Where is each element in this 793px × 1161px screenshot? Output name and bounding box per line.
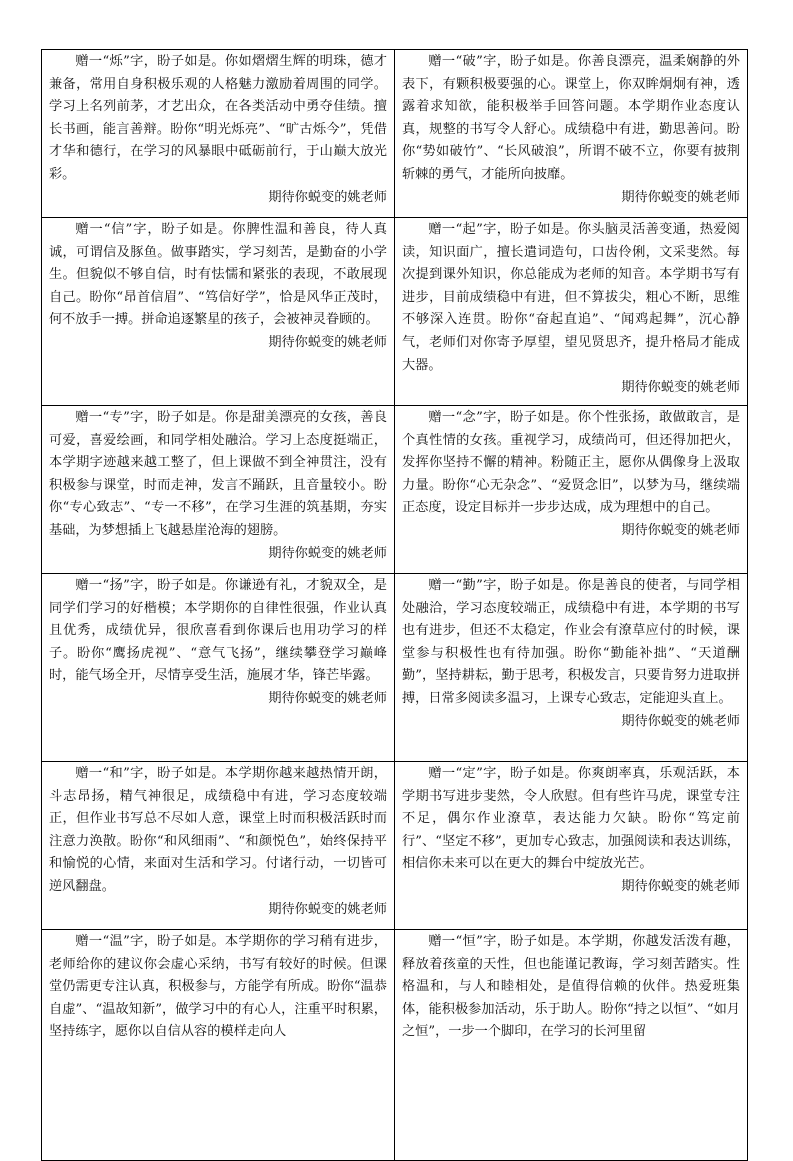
comment-cell [395,574,748,762]
table-row [42,50,748,218]
table-row [42,930,748,1161]
table-row [42,574,748,762]
teacher-signature: 期待你蜕变的姚老师 [268,189,387,205]
teacher-signature: 期待你蜕变的姚老师 [268,545,387,561]
comment-cell [395,930,748,1161]
comment-body: 赠一“专”字，盼子如是。你是甜美漂亮的女孩，善良可爱，喜爱绘画，和同学相处融洽。学习上态度挺端正，本学期字迹越来越工整了，但上课做不到全神贯注，没有积极参与课堂，时而走神，发言不踊跃，且音量较小。盼你“专心致志”、“专一不移”，在学习生涯的筑基期，夯实基础，为梦想插上飞越悬崖沧海的翅膀。 [49,410,387,538]
table-row [42,218,748,406]
comment-cell [42,218,395,406]
comment-cell [395,762,748,930]
teacher-signature: 期待你蜕变的姚老师 [268,334,387,350]
teacher-signature: 期待你蜕变的姚老师 [268,901,387,917]
table-row [42,762,748,930]
comment-body: 赠一“温”字，盼子如是。本学期你的学习稍有进步，老师给你的建议你会虚心采纳，书写有较好的时候。但课堂仍需更专注认真，积极参与，方能学有所成。盼你“温恭自虚”、“温故知新”，做学习中的有心人，注重平时积累，坚持练字，愿你以自信从容的模样走向人 [49,934,387,1040]
comment-body: 赠一“勤”字，盼子如是。你是善良的使者，与同学相处融洽，学习态度较端正，成绩稳中有进，本学期的书写也有进步，但还不太稳定，作业会有潦草应付的时候，课堂参与积极性也有待加强。盼你“勤能补拙”、“天道酬勤”，坚持耕耘，勤于思考，积极发言，只要肯努力进取拼搏，日常多阅读多温习，上课专心致志，定能迎头直上。 [402,578,740,706]
comment-cell [395,406,748,574]
comment-body: 赠一“起”字，盼子如是。你头脑灵活善变通，热爱阅读，知识面广，擅长遣词造句，口齿伶俐，文采斐然。每次提到课外知识，你总能成为老师的知音。本学期书写有进步，目前成绩稳中有进，但不算拔尖，粗心不断，思维不够深入连贯。盼你“奋起直追”、“闻鸡起舞”，沉心静气，老师们对你寄予厚望，望见贤思齐，提升格局才能成大器。 [402,222,740,373]
comment-body: 赠一“破”字，盼子如是。你善良漂亮，温柔娴静的外表下，有颗积极要强的心。课堂上，你双眸炯炯有神，透露着求知欲，能积极举手回答问题。本学期作业态度认真，规整的书写令人舒心。成绩稳中有进，勤思善问。盼你“势如破竹”、“长风破浪”，所谓不破不立，你要有披荆斩棘的勇气，才能所向披靡。 [402,54,740,182]
comment-body: 赠一“和”字，盼子如是。本学期你越来越热情开朗，斗志昂扬，精气神很足，成绩稳中有进，学习态度较端正，但作业书写总不尽如人意，课堂上时而积极活跃时而注意力涣散。盼你“和风细雨”、“和颜悦色”，始终保持平和愉悦的心情，来面对生活和学习。付诸行动，一切皆可逆风翻盘。 [49,766,387,894]
comment-cell [42,930,395,1161]
teacher-signature: 期待你蜕变的姚老师 [621,713,740,729]
teacher-signature: 期待你蜕变的姚老师 [621,878,740,894]
comment-cell [42,50,395,218]
comment-cell [42,762,395,930]
comment-body: 赠一“扬”字，盼子如是。你谦逊有礼，才貌双全，是同学们学习的好楷模；本学期你的自律性很强，作业认真且优秀，成绩优异，很欣喜看到你课后也用功学习的样子。盼你“鹰扬虎视”、“意气飞扬”，继续攀登学习巅峰时，能气场全开，尽情享受生活，施展才华，锋芒毕露。 [49,578,387,684]
comments-table [41,49,748,1161]
comment-body: 赠一“念”字，盼子如是。你个性张扬，敢做敢言，是个真性情的女孩。重视学习，成绩尚可，但还得加把火，发挥你坚持不懈的精神。粉随正主，愿你从偶像身上汲取力量。盼你“心无杂念”、“爱贤念旧”，以梦为马，继续端正态度，设定目标并一步步达成，成为理想中的自己。 [402,410,740,516]
teacher-signature: 期待你蜕变的姚老师 [268,690,387,706]
comment-sheet [41,49,745,1161]
teacher-signature: 期待你蜕变的姚老师 [621,380,740,396]
comment-body: 赠一“定”字，盼子如是。你爽朗率真，乐观活跃，本学期书写进步斐然，令人欣慰。但有些许马虎，课堂专注不足，偶尔作业潦草，表达能力欠缺。盼你“笃定前行”、“坚定不移”，更加专心致志，加强阅读和表达训练，相信你未来可以在更大的舞台中绽放光芒。 [402,766,740,872]
comment-body: 赠一“烁”字，盼子如是。你如熠熠生辉的明珠，德才兼备，常用自身积极乐观的人格魅力激励着周围的同学。学习上名列前茅，才艺出众，在各类活动中勇夺佳绩。擅长书画，能言善辩。盼你“明光烁亮”、“旷古烁今”，凭借才华和德行，在学习的风暴眼中砥砺前行，于山巅大放光彩。 [49,54,387,182]
comment-cell [42,574,395,762]
teacher-signature: 期待你蜕变的姚老师 [621,522,740,538]
comment-cell [42,406,395,574]
comment-body: 赠一“恒”字，盼子如是。本学期，你越发活泼有趣，释放着孩童的天性，但也能谨记教诲，学习刻苦踏实。性格温和，与人和睦相处，是值得信赖的伙伴。热爱班集体，能积极参加活动，乐于助人。盼你“持之以恒”、“如月之恒”，一步一个脚印，在学习的长河里留 [402,934,740,1040]
comment-cell [395,218,748,406]
comment-cell [395,50,748,218]
comment-body: 赠一“信”字，盼子如是。你脾性温和善良，待人真诚，可谓信及豚鱼。做事踏实，学习刻苦，是勤奋的小学生。但貌似不够自信，时有怯懦和紧张的表现，不敢展现自己。盼你“昂首信眉”、“笃信好学”，恰是风华正茂时，何不放手一搏。拼命追逐繁星的孩子，会被神灵眷顾的。 [49,222,387,328]
table-row [42,406,748,574]
teacher-signature: 期待你蜕变的姚老师 [621,189,740,205]
